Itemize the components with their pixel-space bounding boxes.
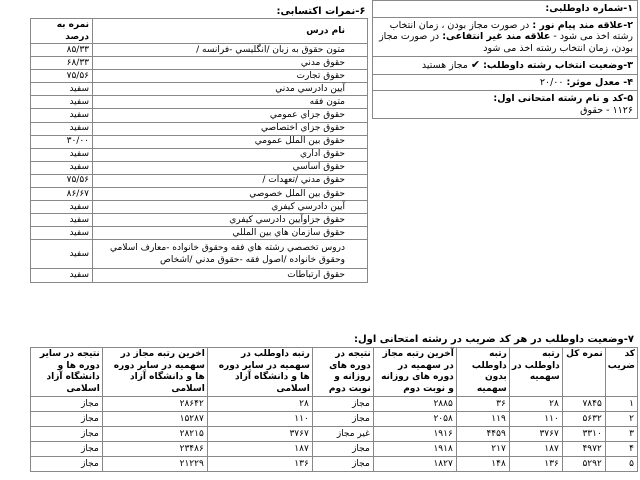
course-score: سفید [31,109,93,122]
table-cell: ۴۴۵۹ [456,427,509,442]
course-score: سفید [31,96,93,109]
column-header-course-name: نام درس [93,19,368,44]
exam-field-value: ۱۱۲۶ - حقوق [580,104,633,116]
column-header: نتیجه در دوره های روزانه و نوبت دوم [312,348,373,397]
table-cell: ۱۹۱۶ [373,427,456,442]
column-header: نتیجه در سایر دوره ها و دانشگاه آزاد اسلامی [31,348,103,397]
table-cell: ۲۰۵۸ [373,412,456,427]
course-name: حقوق تجارت [93,70,368,83]
course-name: حقوق مدني [93,57,368,70]
course-score: ۸۶/۶۷ [31,188,93,201]
table-cell: ۳۶ [456,397,509,412]
table-cell: مجاز [31,427,103,442]
table-row [31,57,368,70]
table-row [31,122,368,135]
table-row [31,148,368,161]
column-header: رتبه داوطلب بدون سهمیه [456,348,509,397]
course-score: سفید [31,201,93,214]
table-cell: مجاز [31,397,103,412]
course-name: حقوق بین الملل عمومي [93,135,368,148]
table-row [31,427,638,442]
table-cell: ۱۱۰ [509,412,562,427]
candidate-info-panel [372,0,638,119]
table-cell: ۲۸۶۴۲ [102,397,207,412]
selection-status-box [372,57,638,75]
table-row [31,174,368,187]
course-name: حقوق سازمان هاي بین المللي [93,227,368,240]
table-cell: مجاز [31,457,103,472]
course-name: حقوق بین الملل خصوصي [93,188,368,201]
table-cell: مجاز [312,397,373,412]
table-cell: ۱۵۲۸۷ [102,412,207,427]
course-score: سفید [31,161,93,174]
table-cell: ۵۶۳۲ [562,412,605,427]
table-row [31,201,368,214]
course-score: سفید [31,122,93,135]
payamenoor-interest-text: در صورت مجاز بودن ، زمان انتخاب رشته اخذ می شود - [389,19,633,42]
column-header: رتبه داوطلب در سهمیه [509,348,562,397]
gpa-box [372,75,638,92]
table-cell: ۲۸ [207,397,312,412]
interest-box [372,18,638,58]
table-cell: ۲۸۲۱۵ [102,427,207,442]
candidate-number-box [372,0,638,18]
course-name: حقوق جزاوآیین دادرسي کیفري [93,214,368,227]
column-header: اخرین رتبه مجاز در سهمیه در سایر دوره ها و دانشگاه آزاد اسلامی [102,348,207,397]
course-name: حقوق جزاي عمومي [93,109,368,122]
course-score: سفید [31,227,93,240]
course-score: سفید [31,269,93,282]
effective-gpa-label: ۴- معدل موثر: [566,76,633,88]
table-cell: ۱۸۷ [509,442,562,457]
course-score: ۳۰/۰۰ [31,135,93,148]
course-score: سفید [31,148,93,161]
table-cell: ۲۱۷ [456,442,509,457]
table-row [31,83,368,96]
table-cell: مجاز [31,412,103,427]
table-cell: مجاز [31,442,103,457]
course-score: ۷۵/۵۶ [31,174,93,187]
table-row [31,188,368,201]
table-row [31,161,368,174]
table-cell: ۳۷۶۷ [207,427,312,442]
table-row [31,135,368,148]
course-name: حقوق ارتباطات [93,269,368,282]
check-icon: ✔ [470,58,481,71]
table-cell: ۴ [605,442,637,457]
table-cell: ۴۹۷۲ [562,442,605,457]
table-row [31,457,638,472]
scores-table [30,4,368,283]
course-score: ۶۸/۳۳ [31,57,93,70]
course-name: حقوق مدني /تعهدات / [93,174,368,187]
selection-status-label: ۳-وضعیت انتخاب رشته داوطلب: [483,60,633,71]
course-name: حقوق اساسي [93,161,368,174]
table-cell: ۲۸۸۵ [373,397,456,412]
column-header: کد ضریب [605,348,637,397]
table-cell: ۳ [605,427,637,442]
section6-title: ۶-نمرات اکتسابی: [276,5,366,17]
course-name: آیین دادرسي مدني [93,83,368,96]
table-cell: غیر مجاز [312,427,373,442]
section7-title: ۷-وضعیت داوطلب در هر کد ضریب در رشته امتحانی اول: [354,334,634,345]
column-header: نمره کل [562,348,605,397]
table-cell: ۱۱۹ [456,412,509,427]
table-cell: ۱۳۶ [207,457,312,472]
table-cell: ۷۸۴۵ [562,397,605,412]
table-cell: ۱۱۰ [207,412,312,427]
course-score: ۸۵/۳۳ [31,44,93,57]
column-header: رتبه داوطلب در سهمیه در سایر دوره ها و دانشگاه آزاد اسلامی [207,348,312,397]
table-row [31,214,368,227]
table-cell: ۱۸۷ [207,442,312,457]
table-cell: ۵ [605,457,637,472]
table-cell: مجاز [312,412,373,427]
ranking-header-row [31,348,638,397]
course-name: متون حقوق به زبان /انگلیسي -فرانسه / [93,44,368,57]
table-cell: ۵۲۹۲ [562,457,605,472]
table-row [31,240,368,269]
ranking-table [30,347,638,472]
table-cell: ۳۷۶۷ [509,427,562,442]
table-cell: ۱۸۲۷ [373,457,456,472]
course-name: حقوق اداري [93,148,368,161]
course-score: ۷۵/۵۶ [31,70,93,83]
table-cell: ۲ [605,412,637,427]
table-cell: مجاز [312,457,373,472]
effective-gpa-value: ۲۰/۰۰ [539,76,564,88]
column-header: آخرین رتبه مجاز در سهمیه در دوره های روزانه و نوبت دوم [373,348,456,397]
ranking-section [30,334,638,472]
table-cell: مجاز [312,442,373,457]
exam-field-box [372,91,638,119]
course-score: سفید [31,240,93,269]
course-score: سفید [31,214,93,227]
exam-field-label: ۵-کد و نام رشته امتحانی اول: [493,93,633,104]
nonprofit-interest-label: علاقه مند غیر انتفاعی: [442,31,551,42]
table-row [31,44,368,57]
table-row [31,442,638,457]
table-cell: ۱۳۶ [509,457,562,472]
nonprofit-interest-text: در صورت مجاز بودن، زمان انتخاب رشته اخذ می شود [379,31,633,54]
table-row [31,227,368,240]
table-row [31,109,368,122]
course-name: متون فقه [93,96,368,109]
table-row [31,397,638,412]
course-name: حقوق جزاي اختصاصي [93,122,368,135]
table-row [31,412,638,427]
candidate-number-label: ۱-شماره داوطلبی: [545,3,633,14]
course-name: دروس تخصصي رشته هاي فقه وحقوق خانواده -معارف اسلامي وحقوق خانواده /اصول فقه -حقوق مدني /اشخاص [93,240,368,269]
table-row [31,269,368,282]
table-cell: ۳۳۱۰ [562,427,605,442]
table-cell: ۱ [605,397,637,412]
table-cell: ۱۴۸ [456,457,509,472]
course-score: سفید [31,83,93,96]
table-cell: ۱۹۱۸ [373,442,456,457]
column-header-score: نمره به درصد [31,19,93,44]
table-row [31,96,368,109]
payamenoor-interest-label: ۲-علاقه مند پیام نور : [532,19,633,31]
table-cell: ۲۸ [509,397,562,412]
table-row [31,70,368,83]
table-cell: ۲۳۴۸۶ [102,442,207,457]
course-name: آیین دادرسي کیفري [93,201,368,214]
table-cell: ۲۱۲۲۹ [102,457,207,472]
selection-status-value: مجاز هستید [421,60,468,71]
